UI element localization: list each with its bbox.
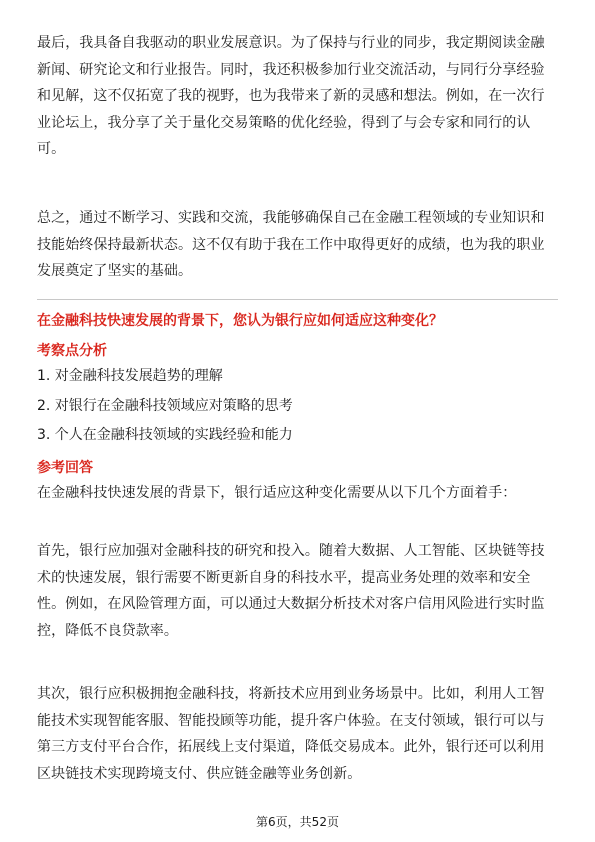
list-item: 1. 对金融科技发展趋势的理解 bbox=[37, 368, 223, 384]
body-paragraph: 总之，通过不断学习、实践和交流，我能够确保自己在金融工程领域的专业知识和技能始终保持最新状态。这不仅有助于我在工作中取得更好的成绩，也为我的职业发展奠定了坚实的基础。 bbox=[37, 210, 545, 279]
page-number: 第6页，共52页 bbox=[256, 815, 339, 829]
answer-heading: 参考回答 bbox=[37, 460, 93, 476]
list-item: 3. 个人在金融科技领域的实践经验和能力 bbox=[37, 427, 293, 443]
analysis-points-list bbox=[37, 364, 558, 453]
question-title: 在金融科技快速发展的背景下，您认为银行应如何适应这种变化？ bbox=[37, 313, 443, 329]
answer-paragraph: 其次，银行应积极拥抱金融科技，将新技术应用到业务场景中。比如，利用人工智能技术实现智能客服、智能投顾等功能，提升客户体验。在支付领域，银行可以与第三方支付平台合作，拓展线上支付渠道，降低交易成本。此外，银行还可以利用区块链技术实现跨境支付、供应链金融等业务创新。 bbox=[37, 686, 545, 782]
section-divider bbox=[37, 299, 558, 300]
analysis-heading: 考察点分析 bbox=[37, 343, 107, 359]
list-item: 2. 对银行在金融科技领域应对策略的思考 bbox=[37, 397, 293, 414]
body-paragraph: 最后，我具备自我驱动的职业发展意识。为了保持与行业的同步，我定期阅读金融新闻、研究论文和行业报告。同时，我还积极参加行业交流活动，与同行分享经验和见解，这不仅拓宽了我的视野，也为我带来了新的灵感和想法。例如，在一次行业论坛上，我分享了关于量化交易策略的优化经验，得到了与会专家和同行的认可。 bbox=[37, 35, 545, 157]
answer-intro: 在金融科技快速发展的背景下，银行适应这种变化需要从以下几个方面着手： bbox=[37, 485, 517, 501]
answer-paragraph: 首先，银行应加强对金融科技的研究和投入。随着大数据、人工智能、区块链等技术的快速发展，银行需要不断更新自身的科技水平，提高业务处理的效率和安全性。例如，在风险管理方面，可以通过大数据分析技术对客户信用风险进行实时监控，降低不良贷款率。 bbox=[37, 543, 545, 639]
